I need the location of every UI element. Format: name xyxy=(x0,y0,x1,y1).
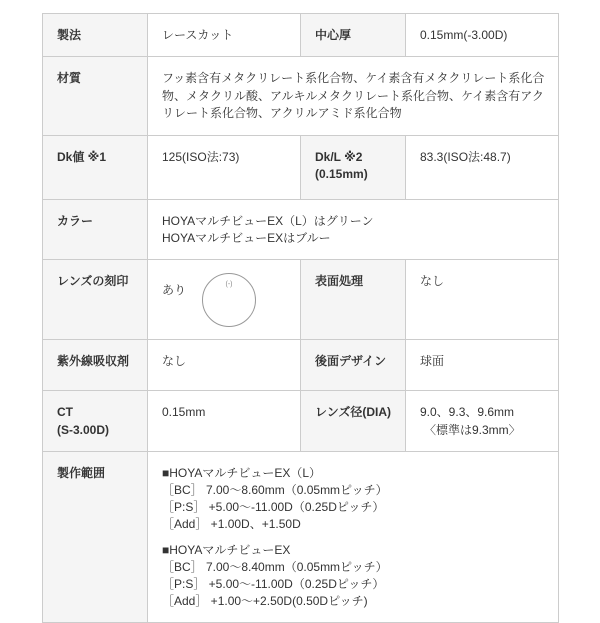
label-dk-l-line1: Dk/L ※2 xyxy=(315,149,363,164)
spec-row-uv xyxy=(43,340,559,391)
product-spec-section xyxy=(42,13,559,623)
spec-row-dk xyxy=(43,135,559,199)
value-uv-absorber: なし xyxy=(148,340,301,391)
range-block1-title: ■HOYAマルチビューEX（L） xyxy=(162,466,322,481)
value-color-line2: HOYAマルチビューEXはブルー xyxy=(162,230,331,245)
lens-marking-text: あり xyxy=(162,283,187,298)
range-block2-add: ［Add］ +1.00～+2.50D(0.50Dピッチ) xyxy=(162,594,368,609)
product-spec-table xyxy=(42,13,559,623)
lens-engrave-mark: (-) xyxy=(225,281,233,289)
value-dk-value: 125(ISO法:73) xyxy=(148,135,301,199)
value-lens-diameter-line1: 9.0、9.3、9.6mm xyxy=(420,405,515,420)
value-production-range xyxy=(148,452,559,623)
label-manufacturing-method: 製法 xyxy=(43,14,148,57)
label-lens-diameter: レンズ径(DIA) xyxy=(301,391,406,452)
label-production-range: 製作範囲 xyxy=(43,452,148,623)
value-surface-treatment: なし xyxy=(406,260,559,340)
label-ct xyxy=(43,391,148,452)
range-block2-title: ■HOYAマルチビューEX xyxy=(162,543,291,558)
label-ct-line2: (S-3.00D) xyxy=(57,422,110,437)
value-center-thickness: 0.15mm(-3.00D) xyxy=(406,14,559,57)
label-center-thickness: 中心厚 xyxy=(301,14,406,57)
label-material: 材質 xyxy=(43,57,148,135)
label-uv-absorber: 紫外線吸収剤 xyxy=(43,340,148,391)
value-back-design: 球面 xyxy=(406,340,559,391)
label-lens-marking: レンズの刻印 xyxy=(43,260,148,340)
value-lens-diameter xyxy=(406,391,559,452)
range-block2-bc: ［BC］ 7.00～8.40mm（0.05mmピッチ） xyxy=(162,560,388,575)
spec-row-ct xyxy=(43,391,559,452)
spec-row-manufacturing xyxy=(43,14,559,57)
range-block1-bc: ［BC］ 7.00～8.60mm（0.05mmピッチ） xyxy=(162,483,388,498)
range-block1-add: ［Add］ +1.00D、+1.50D xyxy=(162,517,301,532)
spec-row-marking xyxy=(43,260,559,340)
range-block2-ps: ［P:S］ +5.00～-11.00D（0.25Dピッチ） xyxy=(162,577,385,592)
lens-marking-content xyxy=(162,273,288,327)
value-material: フッ素含有メタクリレート系化合物、ケイ素含有メタクリレート系化合物、メタクリル酸、アルキルメタクリレート系化合物、ケイ素含有アクリレート系化合物、アクリルアミド系化合物 xyxy=(148,57,559,135)
label-color: カラー xyxy=(43,199,148,260)
label-dk-value: Dk値 ※1 xyxy=(43,135,148,199)
value-ct: 0.15mm xyxy=(148,391,301,452)
spec-row-production-range xyxy=(43,452,559,623)
label-dk-l-line2: (0.15mm) xyxy=(315,166,368,181)
spec-row-material xyxy=(43,57,559,135)
value-color xyxy=(148,199,559,260)
value-lens-marking xyxy=(148,260,301,340)
value-manufacturing-method: レースカット xyxy=(148,14,301,57)
value-lens-diameter-line2: 〈標準は9.3mm〉 xyxy=(424,422,521,437)
label-dk-l xyxy=(301,135,406,199)
label-ct-line1: CT xyxy=(57,405,73,420)
label-back-design: 後面デザイン xyxy=(301,340,406,391)
range-block1-ps: ［P:S］ +5.00～-11.00D（0.25Dピッチ） xyxy=(162,500,385,515)
spec-row-color xyxy=(43,199,559,260)
value-dk-l: 83.3(ISO法:48.7) xyxy=(406,135,559,199)
label-surface-treatment: 表面処理 xyxy=(301,260,406,340)
value-color-line1: HOYAマルチビューEX（L）はグリーン xyxy=(162,213,374,228)
production-range-block-ex-l xyxy=(162,465,546,533)
lens-engraving-circle-icon xyxy=(202,273,256,327)
